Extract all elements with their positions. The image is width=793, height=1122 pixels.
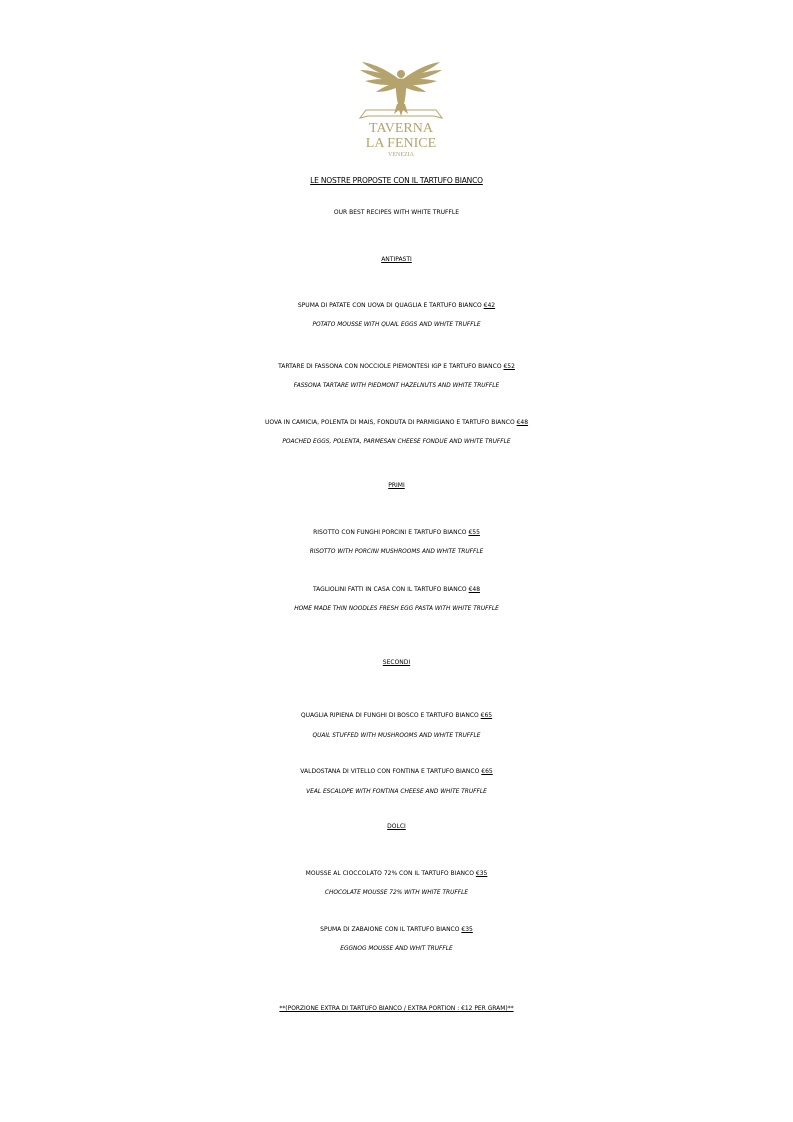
section-heading-secondi: SECONDI	[382, 659, 411, 666]
dish-description: EGGNOG MOUSSE AND WHIT TRUFFLE	[340, 946, 453, 952]
dish-name: UOVA IN CAMICIA, POLENTA DI MAIS, FONDUTA DI PARMIGIANO E TARTUFO BIANCO	[264, 419, 515, 426]
menu-item	[0, 363, 793, 370]
dish-price: €35	[475, 870, 488, 877]
menu-item	[0, 768, 793, 775]
menu-item	[0, 870, 793, 877]
dish-price: €35	[461, 926, 473, 933]
dish-price: €48	[468, 586, 481, 593]
dish-name: TAGLIOLINI FATTI IN CASA CON IL TARTUFO BIANCO	[312, 586, 467, 593]
restaurant-logo	[346, 58, 456, 160]
dish-price: €65	[481, 768, 493, 775]
dish-description: CHOCOLATE MOUSSE 72% WITH WHITE TRUFFLE	[324, 890, 469, 896]
phoenix-icon	[346, 58, 456, 160]
logo-text-city: VENEZIA	[388, 152, 414, 158]
logo-text-line2: LA FENICE	[365, 136, 437, 151]
extra-portion-note: **(PORZIONE EXTRA DI TARTUFO BIANCO / EXTRA PORTION : €12 PER GRAM)**	[279, 1005, 514, 1012]
dish-description: QUAIL STUFFED WITH MUSHROOMS AND WHITE TRUFFLE	[312, 733, 481, 739]
page-title: LE NOSTRE PROPOSTE CON IL TARTUFO BIANCO	[310, 176, 483, 185]
section-heading-primi: PRIMI	[388, 482, 405, 489]
dish-name: VALDOSTANA DI VITELLO CON FONTINA E TARTUFO BIANCO	[300, 768, 480, 775]
dish-price: €52	[503, 363, 515, 370]
dish-name: QUAGLIA RIPIENA DI FUNGHI DI BOSCO E TARTUFO BIANCO	[300, 712, 479, 719]
logo-text-line1: TAVERNA	[369, 121, 433, 136]
dish-description: POTATO MOUSSE WITH QUAIL EGGS AND WHITE TRUFFLE	[312, 322, 481, 328]
dish-name: SPUMA DI ZABAIONE CON IL TARTUFO BIANCO	[320, 926, 460, 933]
menu-item	[0, 529, 793, 536]
menu-item	[0, 302, 793, 309]
dish-name: TARTARE DI FASSONA CON NOCCIOLE PIEMONTESI IGP E TARTUFO BIANCO	[278, 363, 502, 370]
dish-price: €42	[483, 302, 496, 309]
dish-price: €48	[516, 419, 529, 426]
menu-item	[0, 586, 793, 593]
dish-description: VEAL ESCALOPE WITH FONTINA CHEESE AND WHITE TRUFFLE	[306, 789, 487, 795]
section-heading-dolci: DOLCI	[387, 823, 406, 830]
dish-description: HOME MADE THIN NOODLES FRESH EGG PASTA WITH WHITE TRUFFLE	[294, 606, 499, 612]
dish-name: RISOTTO CON FUNGHI PORCINI E TARTUFO BIANCO	[313, 529, 467, 536]
dish-price: €65	[480, 712, 493, 719]
dish-name: MOUSSE AL CIOCCOLATO 72% CON IL TARTUFO BIANCO	[305, 870, 474, 877]
menu-item	[0, 926, 793, 933]
menu-item	[0, 712, 793, 719]
dish-description: POACHED EGGS, POLENTA, PARMESAN CHEESE FONDUE AND WHITE TRUFFLE	[282, 439, 511, 445]
dish-name: SPUMA DI PATATE CON UOVA DI QUAGLIA E TARTUFO BIANCO	[297, 302, 482, 309]
page-subtitle: OUR BEST RECIPES WITH WHITE TRUFFLE	[333, 209, 460, 216]
menu-item	[0, 419, 793, 426]
dish-description: FASSONA TARTARE WITH PIEDMONT HAZELNUTS AND WHITE TRUFFLE	[293, 383, 500, 389]
dish-price: €55	[468, 529, 480, 536]
section-heading-antipasti: ANTIPASTI	[381, 256, 412, 263]
dish-description: RISOTTO WITH PORCINI MUSHROOMS AND WHITE TRUFFLE	[309, 549, 484, 555]
